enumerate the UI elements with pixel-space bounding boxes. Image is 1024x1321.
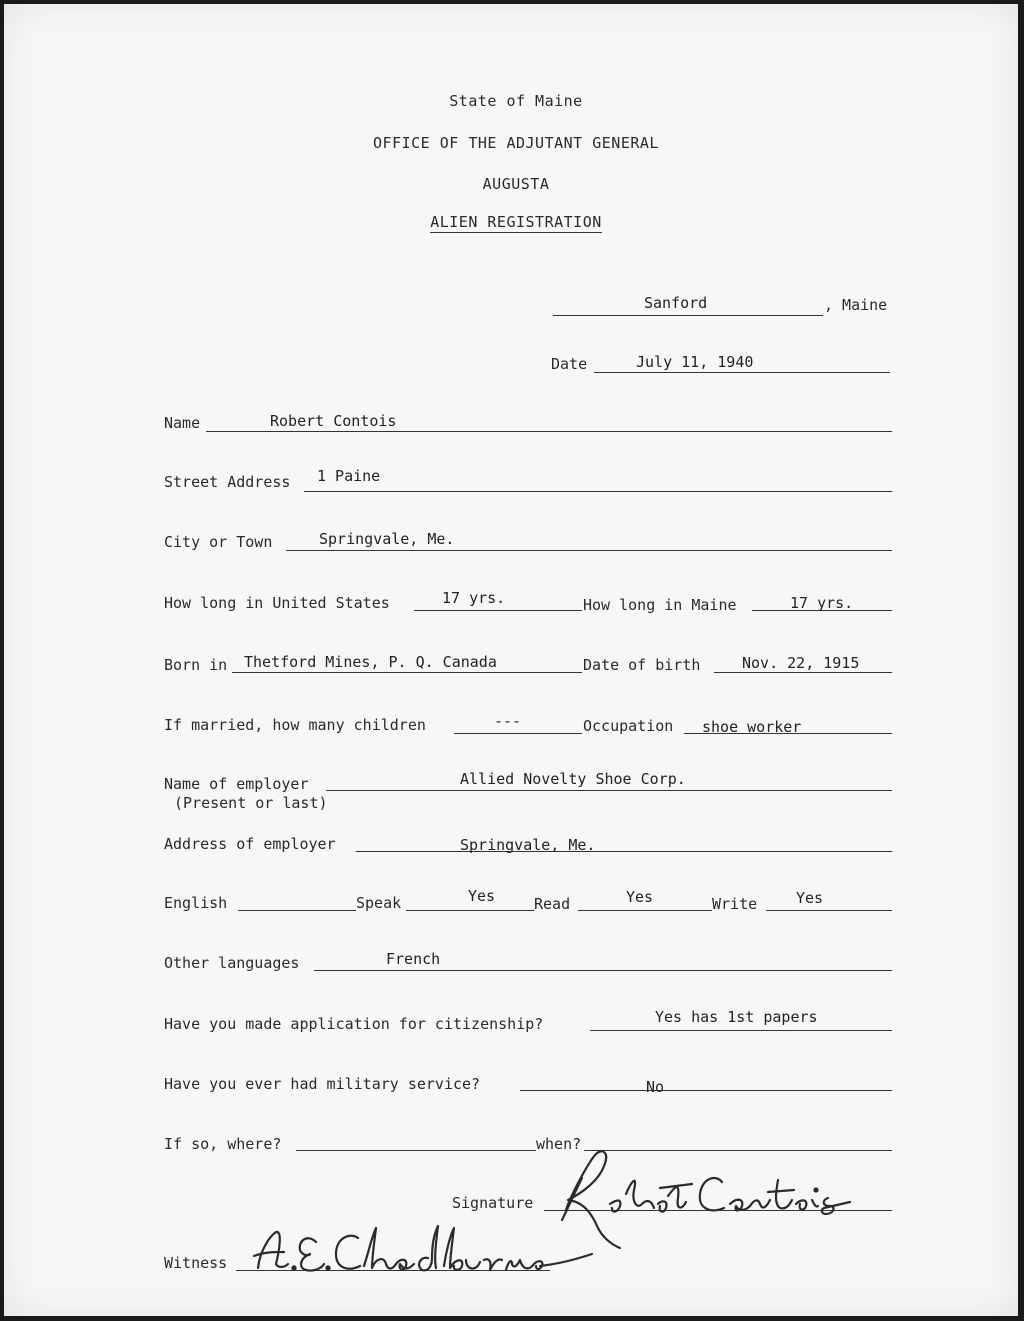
employer-line — [326, 790, 892, 791]
speak-value: Yes — [468, 887, 496, 905]
form-title: ALIEN REGISTRATION — [430, 213, 602, 231]
read-value: Yes — [626, 888, 654, 906]
us-years-label: How long in United States — [164, 594, 390, 612]
employer-address-label: Address of employer — [164, 835, 336, 853]
name-label: Name — [164, 414, 201, 432]
signature-label: Signature — [452, 1194, 534, 1212]
place-town: Sanford — [644, 294, 708, 312]
occupation-label: Occupation — [583, 717, 674, 735]
header-office: OFFICE OF THE ADJUTANT GENERAL — [373, 134, 659, 152]
when-label: when? — [536, 1135, 582, 1153]
city-label: City or Town — [164, 533, 273, 551]
maine-years-label: How long in Maine — [583, 596, 737, 614]
where-label: If so, where? — [164, 1135, 282, 1153]
born-label: Born in — [164, 656, 228, 674]
date-label: Date — [551, 355, 588, 373]
city-line — [286, 550, 892, 551]
children-label: If married, how many children — [164, 716, 426, 734]
speak-label: Speak — [356, 894, 402, 912]
english-label: English — [164, 894, 228, 912]
employer-value: Allied Novelty Shoe Corp. — [460, 770, 686, 788]
employer-label: Name of employer — [164, 775, 309, 793]
us-years-value: 17 yrs. — [442, 589, 506, 607]
citizenship-label: Have you made application for citizenship? — [164, 1015, 544, 1033]
dob-line — [714, 672, 892, 673]
witness-label: Witness — [164, 1254, 228, 1272]
us-years-line — [414, 610, 582, 611]
header-city: AUGUSTA — [482, 175, 550, 193]
read-label: Read — [534, 895, 571, 913]
write-line — [766, 910, 892, 911]
place-suffix: , Maine — [824, 296, 888, 314]
military-label: Have you ever had military service? — [164, 1075, 481, 1093]
city-value: Springvale, Me. — [319, 530, 455, 548]
other-languages-value: French — [386, 950, 441, 968]
where-line — [296, 1150, 536, 1151]
citizenship-line — [590, 1030, 892, 1031]
document-page — [4, 4, 1018, 1316]
write-value: Yes — [796, 889, 824, 907]
street-label: Street Address — [164, 473, 291, 491]
place-line — [553, 315, 823, 316]
children-line — [454, 733, 582, 734]
dob-label: Date of birth — [583, 656, 701, 674]
born-value: Thetford Mines, P. Q. Canada — [244, 653, 497, 671]
name-line — [206, 431, 892, 432]
citizenship-value: Yes has 1st papers — [655, 1008, 818, 1026]
maine-years-value: 17 yrs. — [790, 594, 854, 612]
name-value: Robert Contois — [270, 412, 397, 430]
english-line — [238, 910, 356, 911]
dob-value: Nov. 22, 1915 — [742, 654, 860, 672]
witness-signature-image — [240, 1214, 600, 1284]
header-state: State of Maine — [449, 92, 583, 110]
born-line — [232, 672, 582, 673]
date-value: July 11, 1940 — [636, 353, 754, 371]
other-languages-label: Other languages — [164, 954, 300, 972]
military-value: No — [646, 1078, 665, 1096]
military-line — [520, 1090, 892, 1091]
employer-address-line — [356, 851, 892, 852]
header-title — [4, 213, 1024, 231]
occupation-value: shoe worker — [702, 718, 802, 736]
date-line — [594, 372, 890, 373]
speak-line — [406, 910, 534, 911]
street-value: 1 Paine — [317, 467, 381, 485]
employer-sublabel: (Present or last) — [174, 794, 328, 812]
read-line — [578, 910, 712, 911]
employer-address-value: Springvale, Me. — [460, 836, 596, 854]
other-languages-line — [314, 970, 892, 971]
write-label: Write — [712, 895, 758, 913]
street-line — [304, 491, 892, 492]
children-value: --- — [494, 712, 522, 730]
